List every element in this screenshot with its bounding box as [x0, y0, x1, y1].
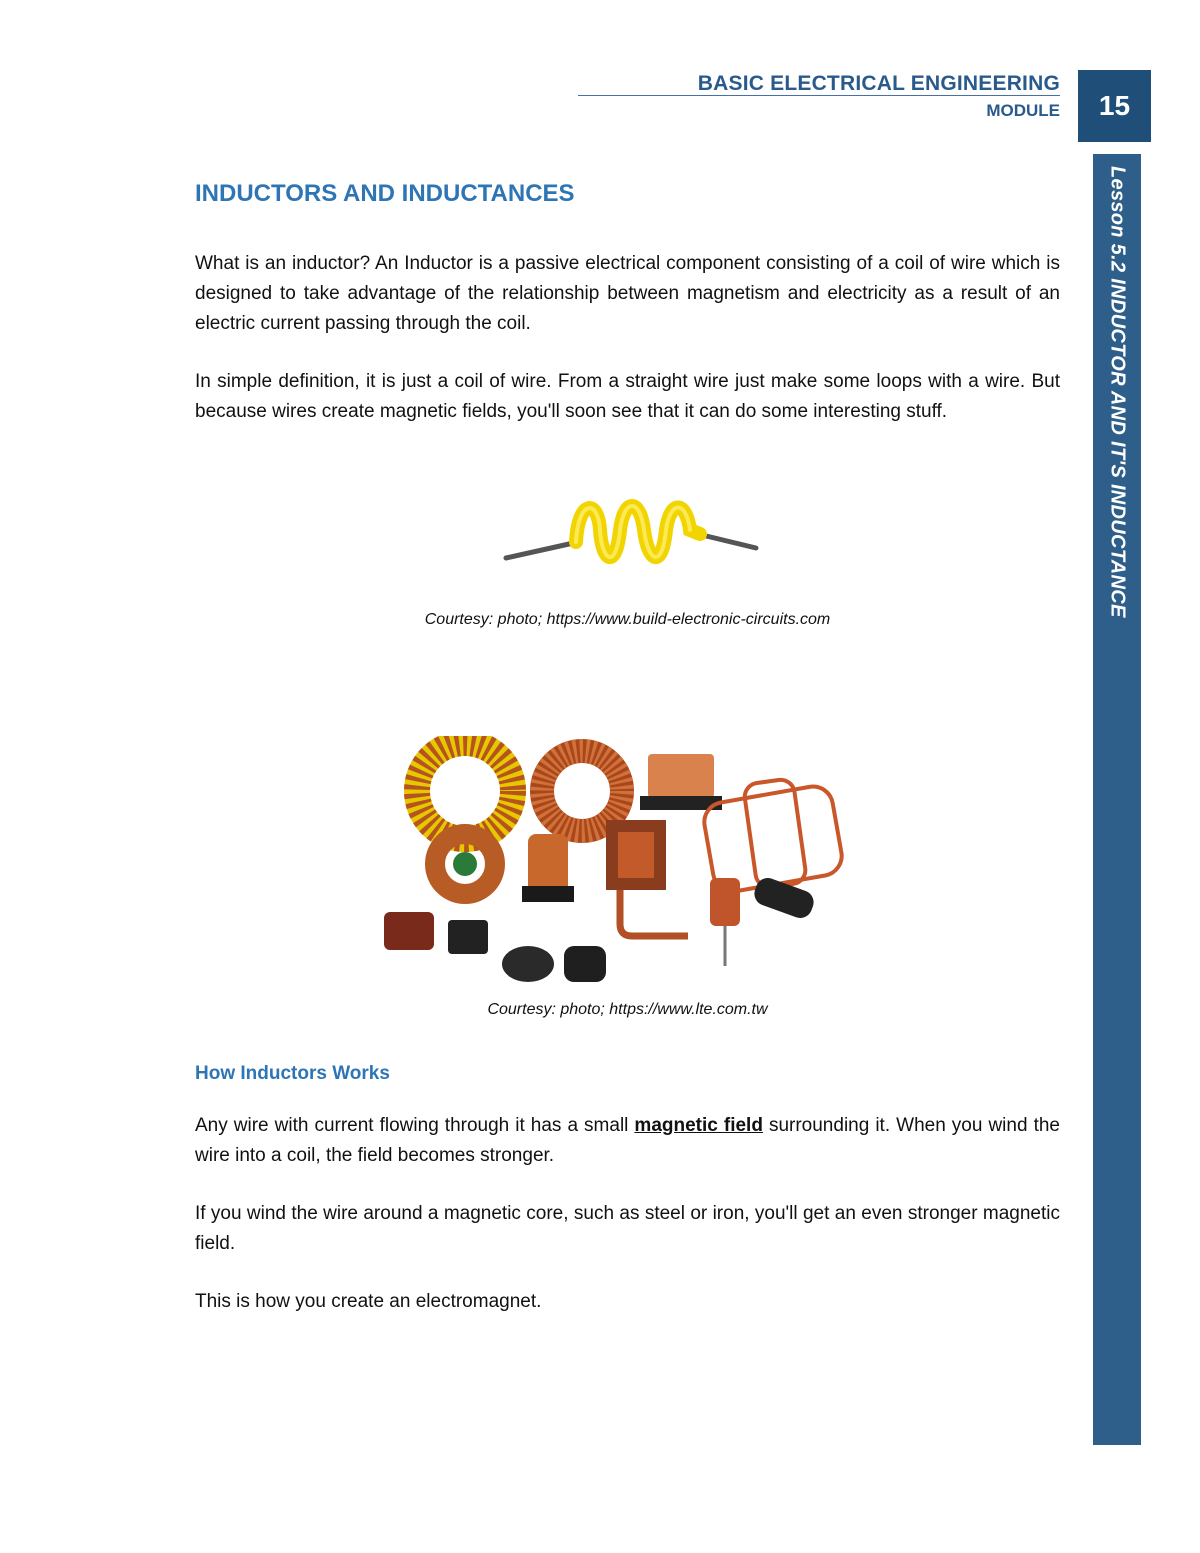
magnetic-field-link[interactable]: magnetic field: [634, 1115, 763, 1136]
para3-start: Any wire with current flowing through it has a small: [195, 1115, 635, 1136]
paragraph-simple-definition: In simple definition, it is just a coil of wire. From a straight wire just make some loops with a wire. But because wires create magnetic fields, you'll soon see that it can do some interesting stuff.: [195, 371, 1060, 422]
course-title: BASIC ELECTRICAL ENGINEERING: [697, 72, 1060, 95]
paragraph-definition: What is an inductor? An Inductor is a passive electrical component consisting of a coil of wire which is designed to take advantage of the relationship between magnetism and electricity as a result of an electric current passing through the coil.: [195, 253, 1060, 334]
para3-end: surrounding it. When you wind the wire into a coil, the field becomes stronger.: [195, 1115, 1060, 1166]
caption-coil: Courtesy: photo; https://www.build-electronic-circuits.com: [424, 611, 831, 628]
caption-inductors: Courtesy: photo; https://www.lte.com.tw: [487, 1001, 768, 1018]
course-subtitle: MODULE: [986, 101, 1060, 120]
subheading-how-inductors-work: How Inductors Works: [195, 1063, 390, 1084]
paragraph-magnetic-core: If you wind the wire around a magnetic core, such as steel or iron, you'll get an even stronger magnetic field.: [195, 1203, 1060, 1254]
page-number: 15: [1078, 70, 1151, 142]
paragraph-magnetic-field: [195, 1111, 1060, 1171]
page-content: [195, 180, 1060, 1345]
lesson-sidebar: [1093, 154, 1141, 1445]
paragraph-electromagnet: This is how you create an electromagnet.: [195, 1291, 542, 1312]
lesson-label: Lesson 5.2 INDUCTOR AND IT'S INDUCTANCE: [1106, 166, 1129, 618]
section-heading: INDUCTORS AND INDUCTANCES: [195, 180, 575, 207]
